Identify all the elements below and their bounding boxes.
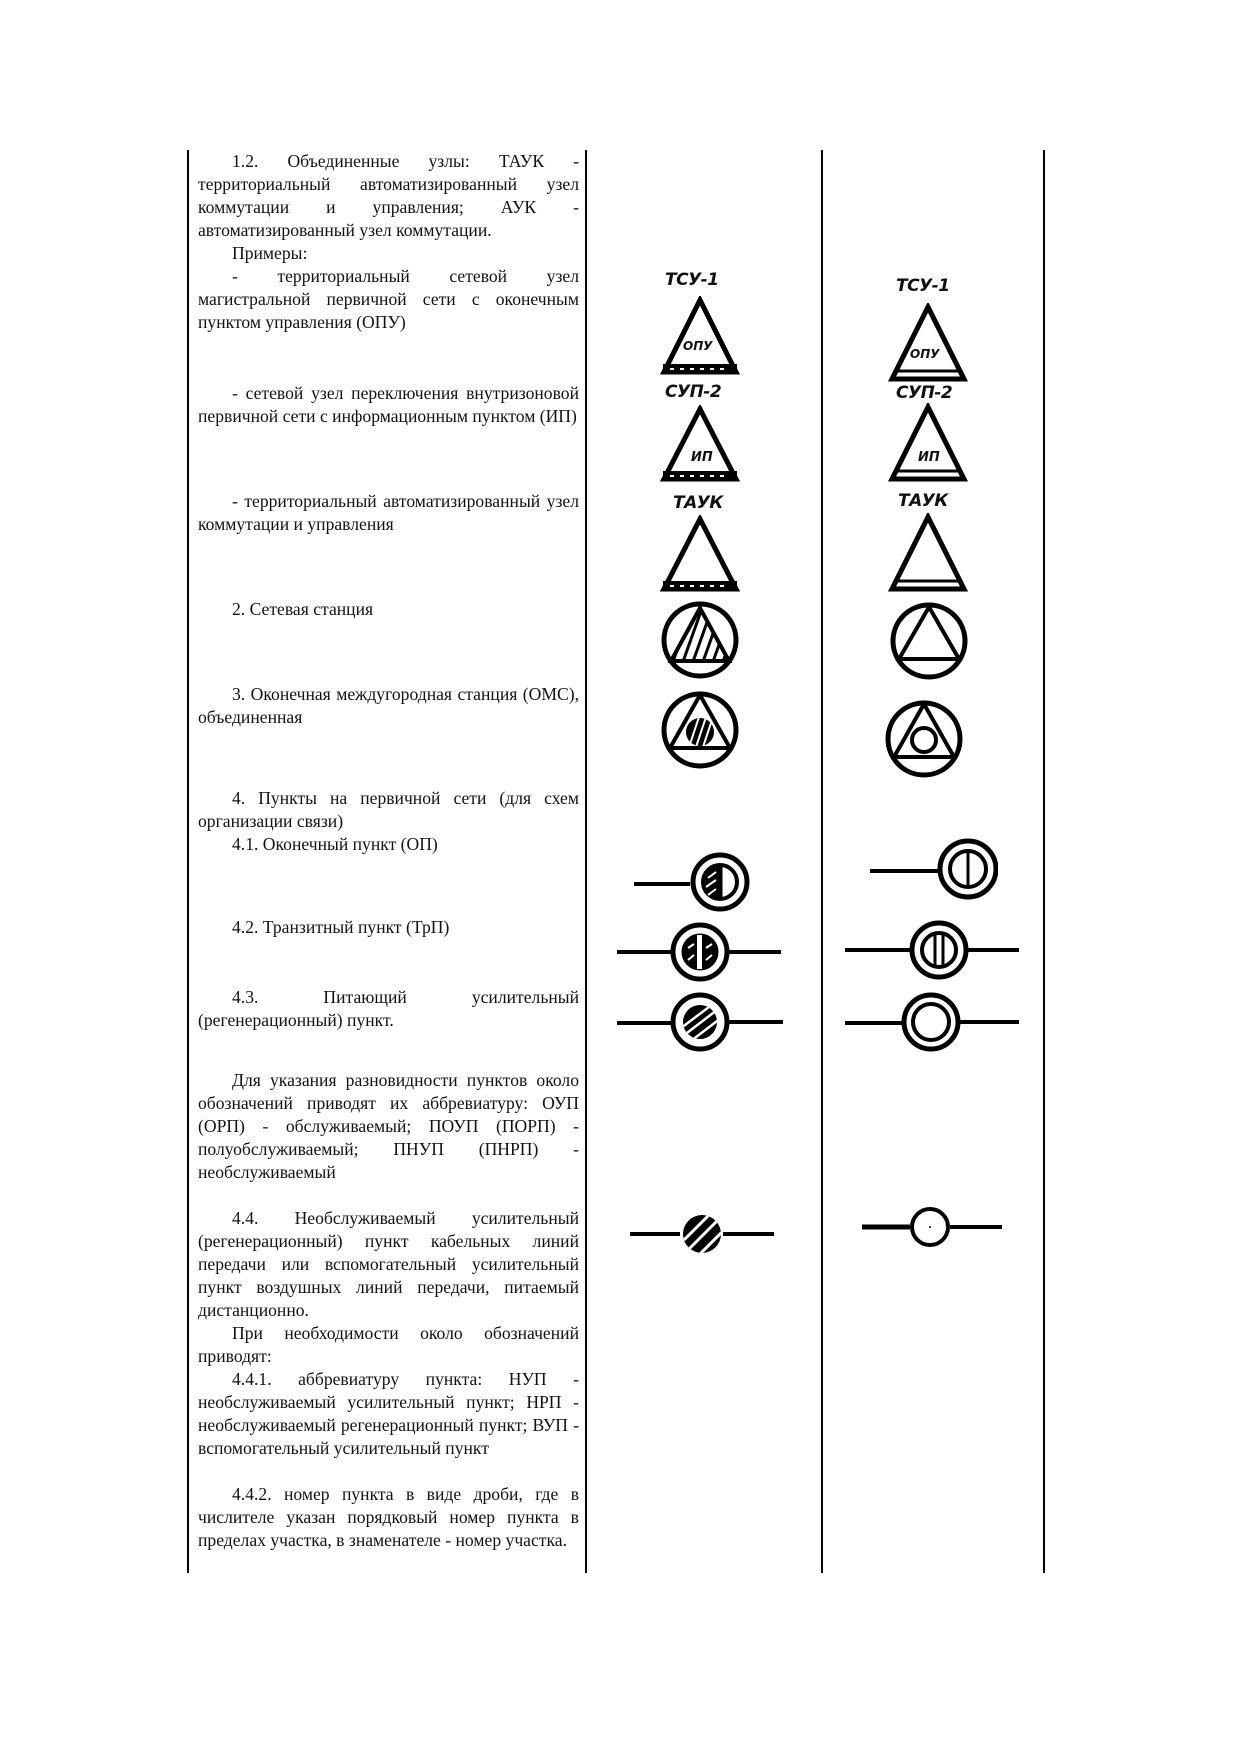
paragraph-1-2: 1.2. Объединенные узлы: ТАУК - территориальный автоматизированный узел коммутации и управления; АУК - автоматизированный узел коммутации. bbox=[198, 151, 579, 240]
paragraph-variety: Для указания разновидности пунктов около обозначений приводят их аббревиатуру: ОУП (ОРП) - обслуживаемый; ПОУП (ПОРП) - полуобслуживаемый; ПНУП (ПНРП) - необслуживаемый bbox=[198, 1070, 579, 1182]
paragraph-4-4-1: 4.4.1. аббревиатуру пункта: НУП - необслуживаемый усилительный пункт; НРП - необслуживаемый регенерационный пункт; ВУП - вспомогательный усилительный пункт bbox=[198, 1369, 579, 1458]
label-opu-right: ОПУ bbox=[910, 347, 940, 361]
label-sup2-right: СУП-2 bbox=[896, 383, 953, 403]
table-border-right bbox=[1043, 150, 1045, 1573]
paragraph-example-3: - территориальный автоматизированный узел коммутации и управления bbox=[198, 491, 579, 534]
table-border-col2 bbox=[585, 150, 587, 1573]
triangle-tauk-hatched-icon bbox=[660, 515, 740, 595]
network-station-hatched-icon bbox=[660, 600, 740, 680]
paragraph-4-4-2: 4.4.2. номер пункта в виде дроби, где в числителе указан порядковый номер пункта в пределах участка, в знаменателе - номер участка. bbox=[198, 1484, 579, 1550]
label-opu-left: ОПУ bbox=[683, 339, 713, 353]
label-ip-left: ИП bbox=[691, 450, 713, 465]
triangle-opu-outline-icon bbox=[888, 303, 968, 385]
paragraph-examples: Примеры: bbox=[232, 243, 308, 263]
triangle-opu-hatched-icon bbox=[660, 296, 740, 378]
label-tsu1-right: ТСУ-1 bbox=[896, 276, 950, 296]
paragraph-2: 2. Сетевая станция bbox=[232, 599, 374, 619]
paragraph-example-1: - территориальный сетевой узел магистральной первичной сети с оконечным пунктом управления (ОПУ) bbox=[198, 266, 579, 332]
paragraph-4-2: 4.2. Транзитный пункт (ТрП) bbox=[232, 917, 450, 937]
terminal-point-outline-icon bbox=[868, 838, 998, 902]
label-tauk-left: ТАУК bbox=[673, 493, 723, 513]
table-border-left bbox=[187, 150, 189, 1573]
oms-station-hatched-icon bbox=[660, 690, 740, 770]
feeding-amplifier-point-hatched-icon bbox=[615, 990, 785, 1054]
network-station-outline-icon bbox=[889, 601, 969, 681]
transit-point-outline-icon bbox=[843, 918, 1023, 982]
triangle-tauk-outline-icon bbox=[888, 513, 968, 595]
feeding-amplifier-point-outline-icon bbox=[843, 990, 1023, 1054]
table-border-col3 bbox=[821, 150, 823, 1573]
triangle-ip-outline-icon bbox=[888, 403, 968, 485]
triangle-ip-hatched-icon bbox=[660, 405, 740, 485]
paragraph-if-needed: При необходимости около обозначений приводят: bbox=[198, 1323, 579, 1366]
paragraph-4-3: 4.3. Питающий усилительный (регенерационный) пункт. bbox=[198, 987, 579, 1030]
paragraph-4: 4. Пункты на первичной сети (для схем организации связи) bbox=[198, 788, 579, 831]
label-ip-right: ИП bbox=[918, 450, 940, 465]
unattended-point-hatched-icon bbox=[628, 1210, 778, 1260]
transit-point-hatched-icon bbox=[615, 920, 785, 984]
unattended-point-outline-icon bbox=[860, 1203, 1010, 1253]
label-sup2-left: СУП-2 bbox=[665, 382, 722, 402]
label-tauk-right: ТАУК bbox=[898, 491, 948, 511]
oms-station-outline-icon bbox=[884, 699, 964, 779]
paragraph-4-1: 4.1. Оконечный пункт (ОП) bbox=[232, 834, 438, 854]
label-tsu1-left: ТСУ-1 bbox=[665, 270, 719, 290]
paragraph-3: 3. Оконечная междугородная станция (ОМС), объединенная bbox=[198, 684, 579, 727]
terminal-point-hatched-icon bbox=[630, 850, 750, 914]
paragraph-4-4: 4.4. Необслуживаемый усилительный (регенерационный) пункт кабельных линий передачи или вспомогательный усилительный пункт воздушных линий передачи, питаемый дистанционно. bbox=[198, 1208, 579, 1320]
paragraph-example-2: - сетевой узел переключения внутризоновой первичной сети с информационным пунктом (ИП) bbox=[198, 383, 579, 426]
